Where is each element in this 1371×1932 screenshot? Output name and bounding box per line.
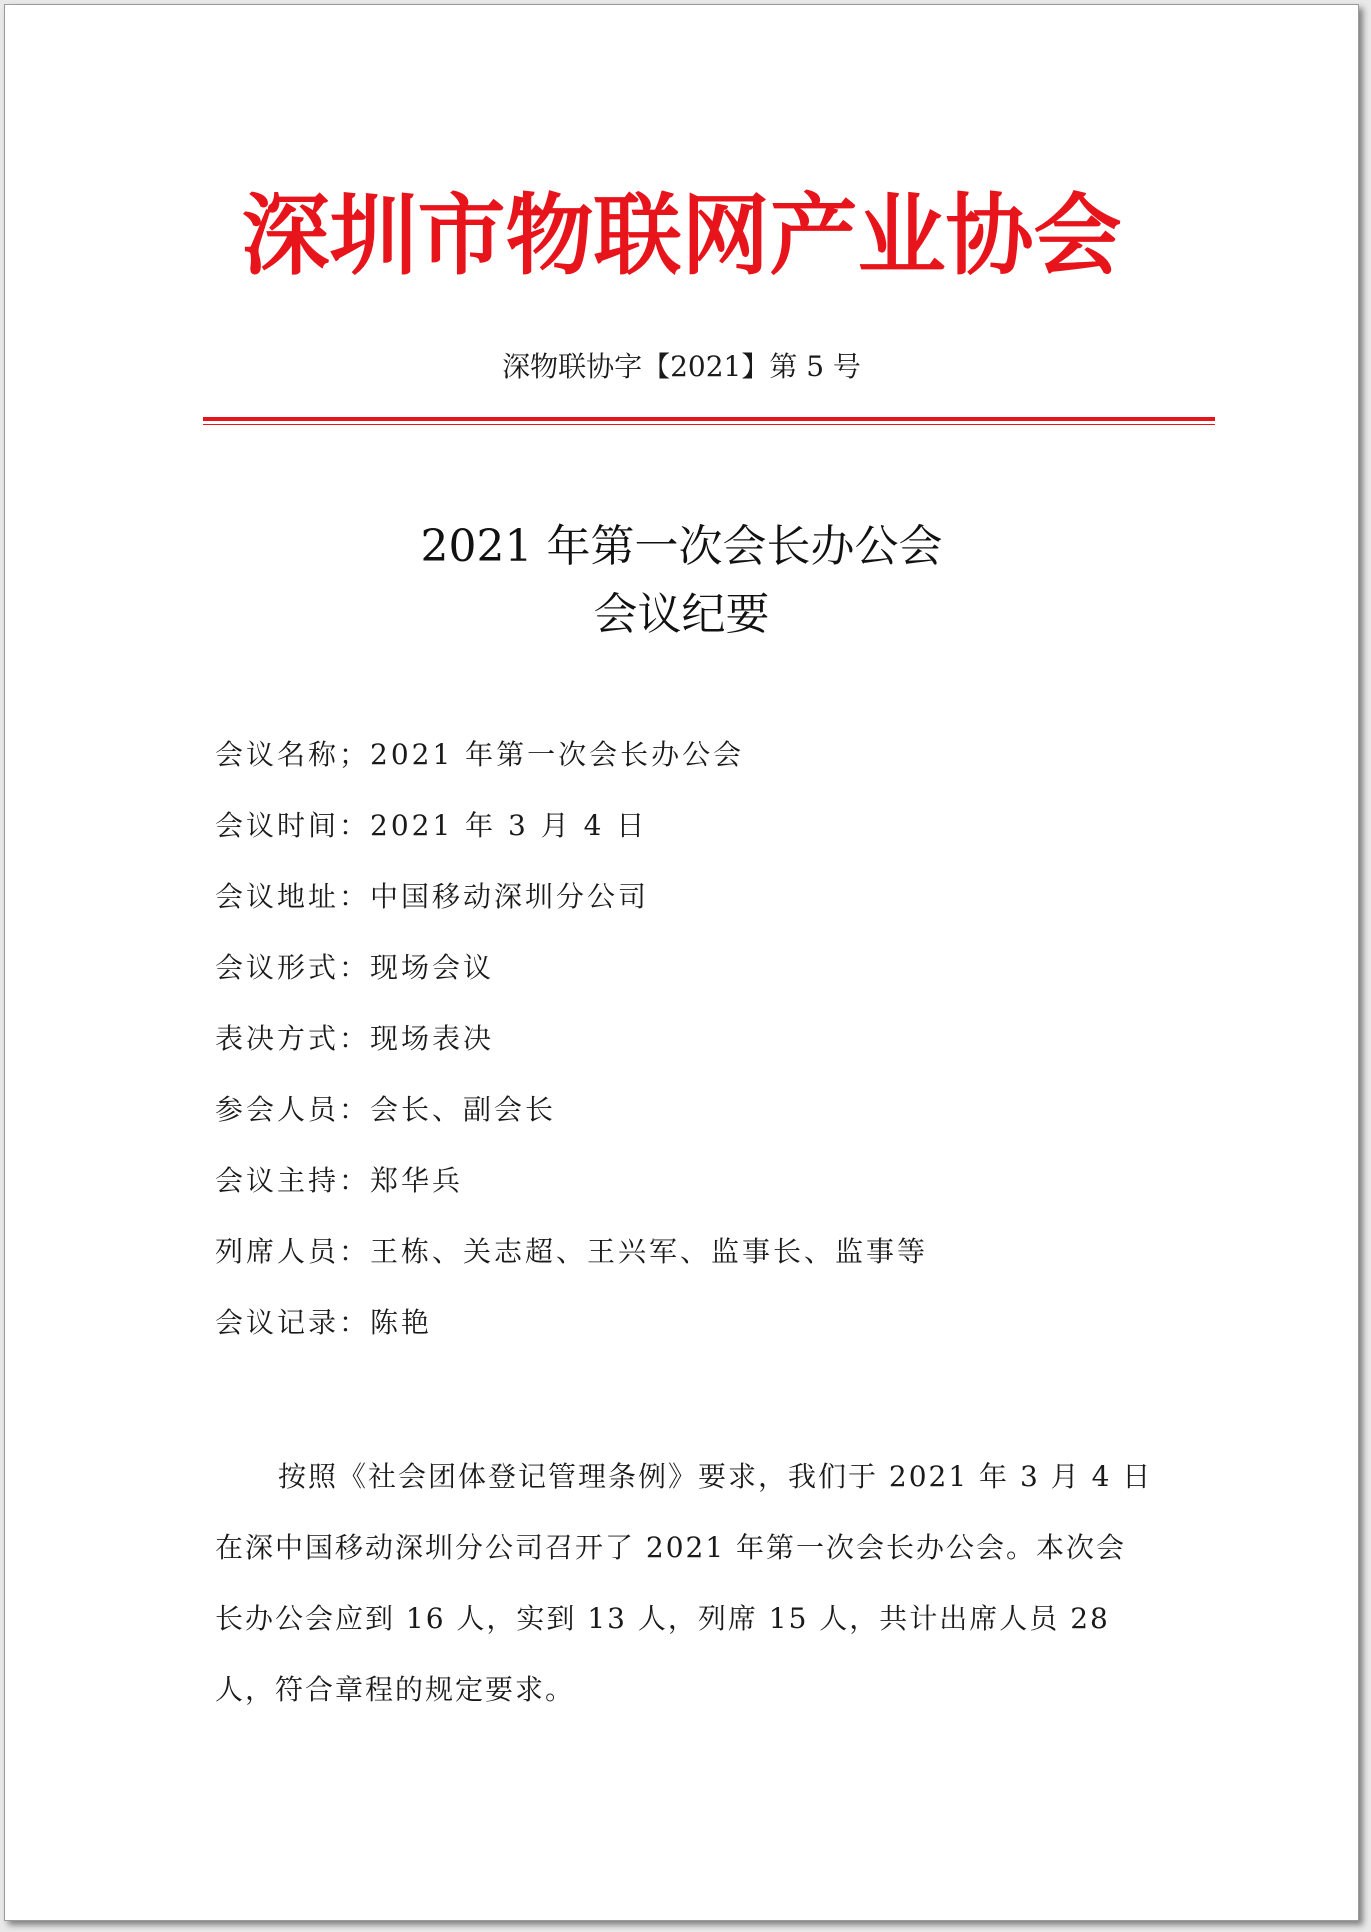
document-title-line1: 2021 年第一次会长办公会 bbox=[420, 521, 943, 572]
info-observers: 列席人员：王栋、关志超、王兴军、监事长、监事等 bbox=[215, 1235, 929, 1268]
info-meeting-address: 会议地址：中国移动深圳分公司 bbox=[215, 880, 650, 913]
header-rule-thin bbox=[203, 424, 1215, 425]
info-host: 会议主持：郑华兵 bbox=[215, 1164, 464, 1197]
header-rule-thick bbox=[203, 417, 1215, 421]
body-paragraph: 按照《社会团体登记管理条例》要求，我们于 2021 年 3 月 4 日在深中国移动深圳分公司召开了 2021 年第一次会长办公会。本次会长办公会应到 16 人，实到 13 人，列席 15 人，共计出席人员 28 人，符合章程的规定要求。 bbox=[215, 1460, 1153, 1706]
meeting-info-list bbox=[215, 735, 1215, 1374]
organization-title: 深圳市物联网产业协会 bbox=[241, 184, 1122, 287]
info-recorder: 会议记录：陈艳 bbox=[215, 1306, 433, 1339]
document-page bbox=[4, 4, 1359, 1921]
info-meeting-time: 会议时间：2021 年 3 月 4 日 bbox=[215, 809, 648, 842]
info-voting-method: 表决方式：现场表决 bbox=[215, 1022, 495, 1055]
document-title bbox=[5, 513, 1358, 649]
info-meeting-name: 会议名称；2021 年第一次会长办公会 bbox=[215, 738, 745, 771]
document-title-line2: 会议纪要 bbox=[593, 589, 770, 640]
document-number: 深物联协字【2021】第 5 号 bbox=[502, 350, 861, 383]
info-attendees: 参会人员：会长、副会长 bbox=[215, 1093, 557, 1126]
info-meeting-format: 会议形式：现场会议 bbox=[215, 951, 495, 984]
